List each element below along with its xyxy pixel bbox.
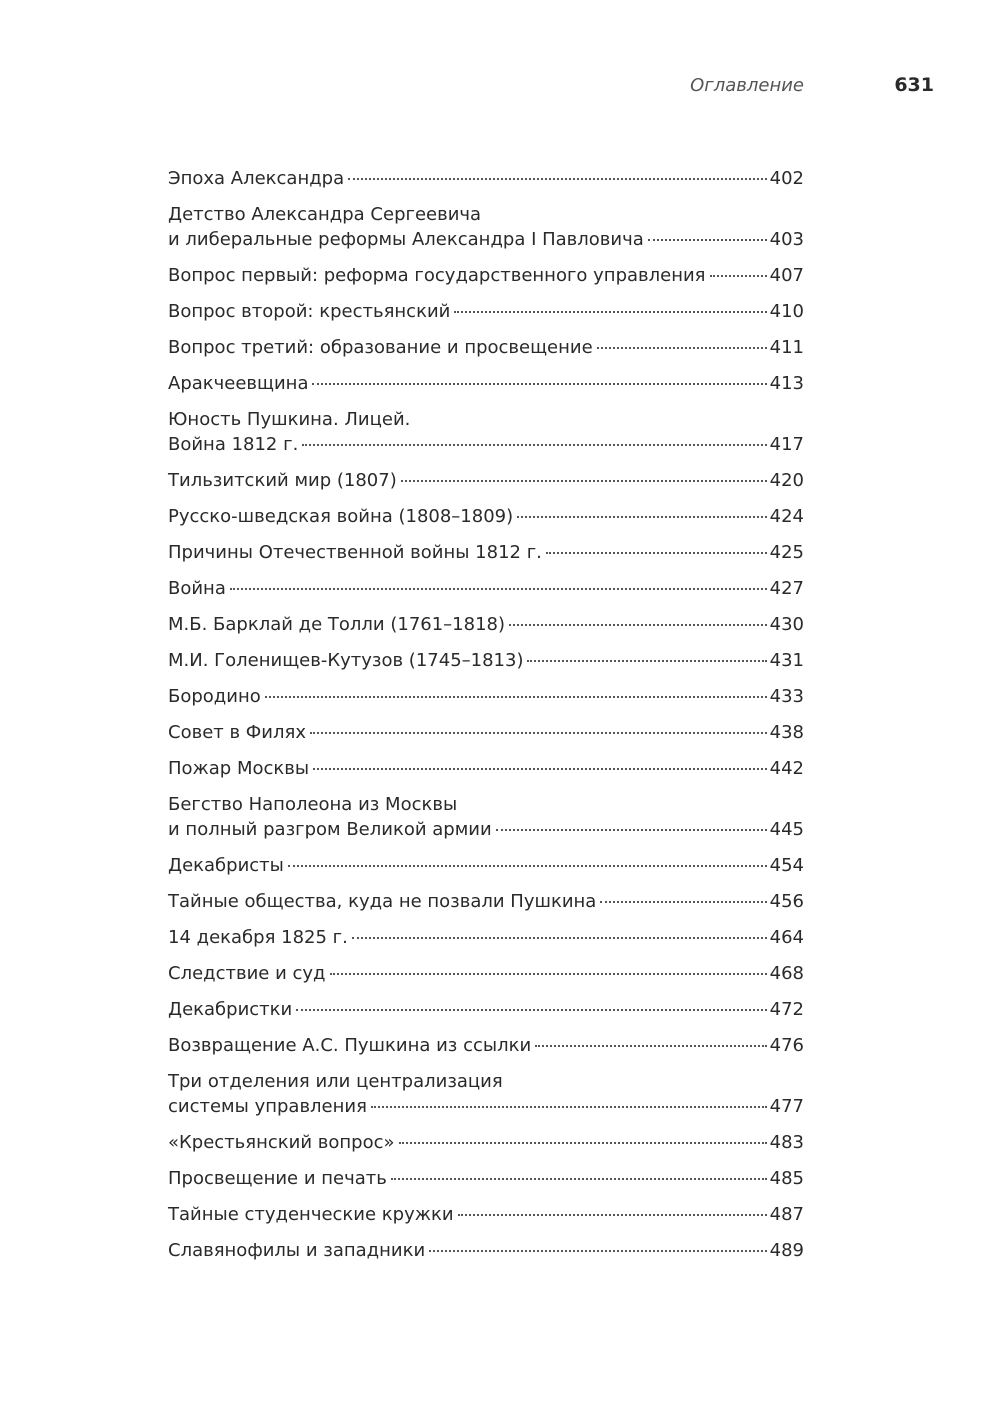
toc-entry-page: 487 — [769, 1204, 804, 1225]
toc-entry-title: Вопрос первый: реформа государственного управления — [168, 265, 706, 286]
toc-entry — [168, 1130, 804, 1155]
toc-entry — [168, 335, 804, 360]
toc-entry-line — [168, 166, 804, 191]
toc-entry-line — [168, 1130, 804, 1155]
dot-leader — [496, 827, 767, 831]
toc-entry-page: 445 — [769, 819, 804, 840]
dot-leader — [710, 273, 767, 277]
dot-leader — [527, 658, 766, 662]
toc-entry-page: 425 — [769, 542, 804, 563]
toc-entry-title: системы управления — [168, 1096, 367, 1117]
toc-entry-line — [168, 720, 804, 745]
dot-leader — [302, 442, 766, 446]
toc-entry — [168, 1166, 804, 1191]
dot-leader — [310, 730, 767, 734]
dot-leader — [265, 694, 767, 698]
toc-entry-title: Тайные общества, куда не позвали Пушкина — [168, 891, 597, 912]
toc-entry-title: Война — [168, 578, 226, 599]
toc-entry-title: «Крестьянский вопрос» — [168, 1132, 395, 1153]
toc-entry-title: Декабристки — [168, 999, 293, 1020]
toc-entry-page: 472 — [769, 999, 804, 1020]
dot-leader — [313, 766, 767, 770]
toc-entry-page: 403 — [769, 229, 804, 250]
toc-entry-line — [168, 227, 804, 252]
toc-entry-title: Возвращение А.С. Пушкина из ссылки — [168, 1035, 532, 1056]
toc-entry-line — [168, 925, 804, 950]
toc-entry-title: Эпоха Александра — [168, 168, 345, 189]
toc-entry-line — [168, 1033, 804, 1058]
toc-entry — [168, 299, 804, 324]
toc-entry-line — [168, 1166, 804, 1191]
dot-leader — [546, 550, 767, 554]
toc-entry-line — [168, 961, 804, 986]
toc-entry — [168, 997, 804, 1022]
toc-entry-line — [168, 817, 804, 842]
toc-entry-line — [168, 648, 804, 673]
toc-entry-page: 407 — [769, 265, 804, 286]
toc-entry-title: Аракчеевщина — [168, 373, 309, 394]
toc-entry-line — [168, 468, 804, 493]
toc-entry-title: Вопрос второй: крестьянский — [168, 301, 451, 322]
toc-entry — [168, 1238, 804, 1263]
toc-entry-page: 464 — [769, 927, 804, 948]
toc-entry-page: 483 — [769, 1132, 804, 1153]
toc-entry — [168, 792, 804, 842]
toc-entry-title-line: Юность Пушкина. Лицей. — [168, 409, 411, 430]
toc-entry — [168, 925, 804, 950]
toc-entry — [168, 504, 804, 529]
toc-entry-page: 413 — [769, 373, 804, 394]
toc-entry-title: Тильзитский мир (1807) — [168, 470, 397, 491]
toc-entry — [168, 612, 804, 637]
toc-entry-line — [168, 1202, 804, 1227]
toc-entry-title: Следствие и суд — [168, 963, 326, 984]
dot-leader — [230, 586, 767, 590]
toc-entry-page: 424 — [769, 506, 804, 527]
dot-leader — [509, 622, 767, 626]
dot-leader — [535, 1043, 766, 1047]
toc-entry-line — [168, 540, 804, 565]
toc-entry-page: 468 — [769, 963, 804, 984]
toc-entry-page: 402 — [769, 168, 804, 189]
toc-entry — [168, 648, 804, 673]
toc-entry-line — [168, 612, 804, 637]
dot-leader — [458, 1212, 767, 1216]
toc-entry — [168, 166, 804, 191]
toc-entry-page: 489 — [769, 1240, 804, 1261]
toc-entry-page: 485 — [769, 1168, 804, 1189]
toc-entry-title: и полный разгром Великой армии — [168, 819, 492, 840]
toc-entry-page: 411 — [769, 337, 804, 358]
toc-entry-line — [168, 853, 804, 878]
toc-entry-title: Война 1812 г. — [168, 434, 299, 455]
dot-leader — [648, 237, 767, 241]
toc-entry-line — [168, 576, 804, 601]
toc-entry-page: 433 — [769, 686, 804, 707]
toc-entry — [168, 720, 804, 745]
toc-entry-title: М.Б. Барклай де Толли (1761–1818) — [168, 614, 506, 635]
toc-entry-line — [168, 371, 804, 396]
dot-leader — [312, 381, 766, 385]
toc-entry-title: Вопрос третий: образование и просвещение — [168, 337, 593, 358]
toc-entry-title: и либеральные реформы Александра I Павловича — [168, 229, 644, 250]
toc-entry-line — [168, 504, 804, 529]
toc-entry-line — [168, 684, 804, 709]
page-number: 631 — [894, 74, 934, 96]
toc-entry-title-line: Бегство Наполеона из Москвы — [168, 794, 458, 815]
toc-entry-page: 456 — [769, 891, 804, 912]
dot-leader — [401, 478, 767, 482]
toc-entry-line — [168, 756, 804, 781]
dot-leader — [391, 1176, 767, 1180]
toc-entry-title: М.И. Голенищев-Кутузов (1745–1813) — [168, 650, 524, 671]
dot-leader — [517, 514, 767, 518]
dot-leader — [597, 345, 767, 349]
toc-entry-title-line: Детство Александра Сергеевича — [168, 204, 482, 225]
toc-entry-page: 427 — [769, 578, 804, 599]
toc-entry — [168, 1069, 804, 1119]
running-title: Оглавление — [690, 75, 804, 96]
dot-leader — [429, 1248, 766, 1252]
toc-entry — [168, 961, 804, 986]
toc-entry — [168, 1202, 804, 1227]
toc-entry-line — [168, 263, 804, 288]
toc-entry-line — [168, 1094, 804, 1119]
toc-entry — [168, 407, 804, 457]
dot-leader — [352, 935, 767, 939]
toc-entry-line — [168, 889, 804, 914]
toc-entry — [168, 1033, 804, 1058]
toc-entry-line — [168, 1238, 804, 1263]
dot-leader — [600, 899, 766, 903]
dot-leader — [288, 863, 767, 867]
toc-entry-title: Просвещение и печать — [168, 1168, 387, 1189]
dot-leader — [399, 1140, 767, 1144]
toc-entry — [168, 889, 804, 914]
toc-entry — [168, 263, 804, 288]
toc-entry-title-line: Три отделения или централизация — [168, 1071, 503, 1092]
dot-leader — [348, 176, 767, 180]
toc-entry-page: 438 — [769, 722, 804, 743]
dot-leader — [330, 971, 767, 975]
toc-entry — [168, 540, 804, 565]
dot-leader — [371, 1104, 767, 1108]
toc-entry — [168, 468, 804, 493]
toc-entry-line — [168, 299, 804, 324]
toc-entry-page: 410 — [769, 301, 804, 322]
table-of-contents — [168, 166, 804, 1274]
toc-entry-page: 454 — [769, 855, 804, 876]
toc-entry-page: 420 — [769, 470, 804, 491]
toc-entry-title: Совет в Филях — [168, 722, 306, 743]
toc-entry-page: 417 — [769, 434, 804, 455]
toc-entry-line — [168, 997, 804, 1022]
toc-entry-title: Славянофилы и западники — [168, 1240, 426, 1261]
toc-entry-title: Бородино — [168, 686, 261, 707]
toc-entry-title: Причины Отечественной войны 1812 г. — [168, 542, 542, 563]
toc-entry-line — [168, 432, 804, 457]
toc-entry-line — [168, 335, 804, 360]
dot-leader — [296, 1007, 766, 1011]
dot-leader — [454, 309, 766, 313]
toc-entry-title: Пожар Москвы — [168, 758, 310, 779]
toc-entry — [168, 853, 804, 878]
toc-entry-title: Тайные студенческие кружки — [168, 1204, 454, 1225]
toc-entry — [168, 684, 804, 709]
toc-entry — [168, 202, 804, 252]
toc-entry — [168, 756, 804, 781]
toc-entry — [168, 576, 804, 601]
toc-entry-title: Декабристы — [168, 855, 284, 876]
toc-entry-page: 476 — [769, 1035, 804, 1056]
toc-entry-title: Русско-шведская война (1808–1809) — [168, 506, 514, 527]
toc-entry-page: 430 — [769, 614, 804, 635]
toc-entry — [168, 371, 804, 396]
running-head — [0, 72, 1000, 102]
toc-entry-page: 442 — [769, 758, 804, 779]
toc-entry-page: 477 — [769, 1096, 804, 1117]
toc-entry-title: 14 декабря 1825 г. — [168, 927, 348, 948]
toc-entry-page: 431 — [769, 650, 804, 671]
